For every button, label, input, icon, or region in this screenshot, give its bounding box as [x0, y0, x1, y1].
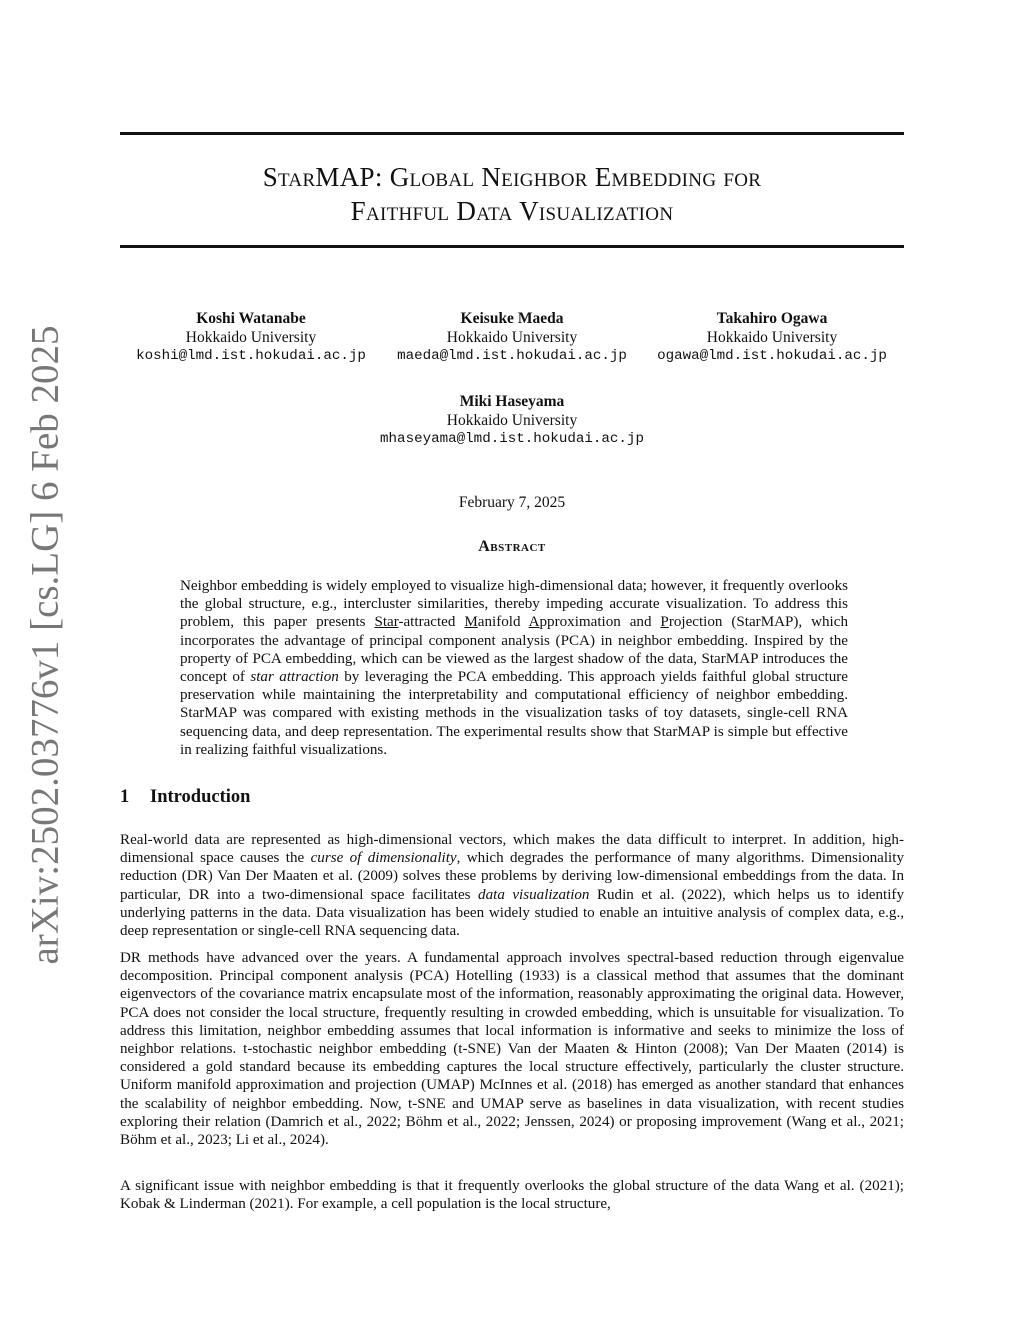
author-email[interactable]: maeda@lmd.ist.hokudai.ac.jp	[397, 348, 627, 364]
abstract	[180, 577, 848, 759]
author-affiliation: Hokkaido University	[446, 412, 578, 429]
author-name: Miki Haseyama	[459, 393, 565, 410]
title-line-1: StarMAP: Global Neighbor Embedding for	[262, 162, 762, 192]
arxiv-side-stamp	[0, 325, 90, 965]
intro-paragraph-3: A significant issue with neighbor embedding is that it frequently overlooks the global structure of the data Wang et al. (2021); Kobak & Linderman (2021). For example, a cell population is the local structure,	[120, 1178, 904, 1213]
section-title: Introduction	[150, 787, 251, 807]
arxiv-id: arXiv:2502.03776v1 [cs.LG] 6 Feb 2025	[23, 325, 67, 965]
author-email[interactable]: mhaseyama@lmd.ist.hokudai.ac.jp	[380, 431, 644, 447]
author-block	[383, 309, 641, 366]
author-affiliation: Hokkaido University	[446, 329, 578, 346]
section-heading-introduction	[120, 787, 250, 808]
title-line-2: Faithful Data Visualization	[350, 196, 674, 226]
author-affiliation: Hokkaido University	[706, 329, 838, 346]
abstract-paragraph: Neighbor embedding is widely employed to visualize high-dimensional data; however, it frequently overlooks the global structure, e.g., intercluster similarities, thereby impeding accurate visualization. To address this problem, this paper presents Star-attracted Manifold Approximation and Projection (StarMAP), which incorporates the advantage of principal component analysis (PCA) in neighbor embedding. Inspired by the property of PCA embedding, which can be viewed as the largest shadow of the data, StarMAP introduces the concept of star attraction by leveraging the PCA embedding. This approach yields faithful global structure preservation while maintaining the interpretability and computational efficiency of neighbor embedding. StarMAP was compared with existing methods in the visualization tasks of toy datasets, single-cell RNA sequencing data, and deep representation. The experimental results show that StarMAP is simple but effective in realizing faithful visualizations.	[180, 578, 848, 758]
author-name: Koshi Watanabe	[196, 310, 306, 327]
title-rule-bottom	[120, 245, 904, 248]
abstract-heading: Abstract	[478, 538, 546, 555]
intro-paragraph-2: DR methods have advanced over the years. A fundamental approach involves spectral-based reduction through eigenvalue decomposition. Principal component analysis (PCA) Hotelling (1933) is a classical method that assumes that the dominant eigenvectors of the covariance matrix encapsulate most of the information, reasonably approximating the original data. However, PCA does not consider the local structure, frequently resulting in crowded embedding, which is unsuitable for visualization. To address this limitation, neighbor embedding assumes that local information is informative and seeks to minimize the loss of neighbor relations. t-stochastic neighbor embedding (t-SNE) Van der Maaten & Hinton (2008); Van Der Maaten (2014) is considered a gold standard because its embedding captures the local structure effectively, particularly the cluster structure. Uniform manifold approximation and projection (UMAP) McInnes et al. (2018) has emerged as another standard that enhances the scalability of neighbor embedding. Now, t-SNE and UMAP serve as baselines in data visualization, with recent studies exploring their relation (Damrich et al., 2022; Böhm et al., 2022; Jenssen, 2024) or proposing improvement (Wang et al., 2021; Böhm et al., 2023; Li et al., 2024).	[120, 950, 904, 1149]
title-rule-top	[120, 132, 904, 135]
author-email[interactable]: ogawa@lmd.ist.hokudai.ac.jp	[657, 348, 887, 364]
section-number: 1	[120, 787, 130, 807]
author-email[interactable]: koshi@lmd.ist.hokudai.ac.jp	[136, 348, 366, 364]
author-block	[352, 392, 672, 449]
author-affiliation: Hokkaido University	[185, 329, 317, 346]
paper-title	[120, 160, 904, 228]
author-name: Takahiro Ogawa	[716, 310, 828, 327]
author-block	[122, 309, 380, 366]
author-name: Keisuke Maeda	[460, 310, 564, 327]
author-block	[643, 309, 901, 366]
paper-date: February 7, 2025	[458, 494, 566, 511]
intro-paragraph-1: Real-world data are represented as high-dimensional vectors, which makes the data difficult to interpret. In addition, high-dimensional space causes the curse of dimensionality, which degrades the performance of many algorithms. Dimensionality reduction (DR) Van Der Maaten et al. (2009) solves these problems by deriving low-dimensional embeddings from the data. In particular, DR into a two-dimensional space facilitates data visualization Rudin et al. (2022), which helps us to identify underlying patterns in the data. Data visualization has been widely studied to enable an intuitive analysis of complex data, e.g., deep representation or single-cell RNA sequencing data.	[120, 832, 904, 940]
